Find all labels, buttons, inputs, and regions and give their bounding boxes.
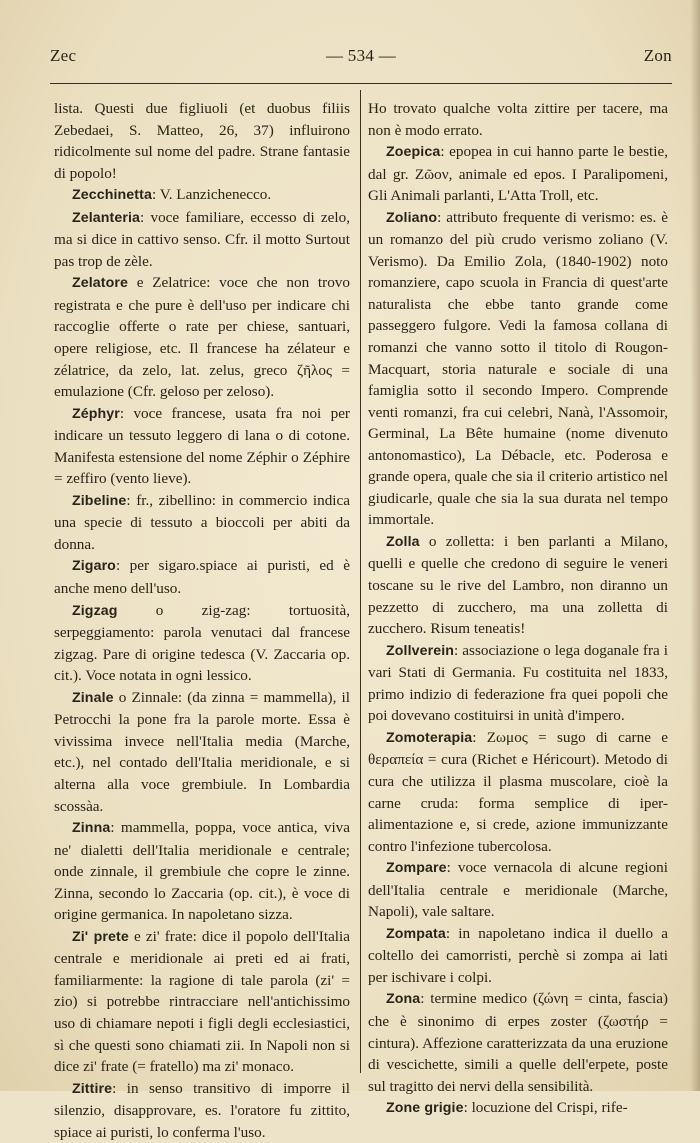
entry-text: o zig-zag: tortuosità, serpeggiamento: parola venutaci dal francese zigzag. Pare di origine tedesca (V. Zaccaria op. cit.). Voce notata in ogni lessico. [54,601,350,685]
entry-headword: Zibeline [72,492,127,509]
entry-text: : V. Lanzichenecco. [151,186,272,204]
dictionary-entry [368,207,668,531]
entry-text: : termine medico (ζώνη = cinta, fascia) che è sinonimo di erpes zoster (ζωστήρ = cintura). Affezione caratterizzata da una eruzione di vescichette, simili a quelle dell'erpete, poste sul tragitto dei nervi della sensibilità. [368,990,668,1095]
dictionary-entry [368,98,668,141]
running-header [50,46,672,70]
entry-headword: Zittire [72,1080,113,1097]
entry-text: Ho trovato qualche volta zittire per tacere, ma non è modo errato. [368,100,668,139]
entry-headword: Zoliano [386,209,438,226]
entry-headword: Zigzag [72,602,118,619]
entry-text: : associazione o lega doganale fra i vari Stati di Germania. Fu costituita nel 1833, primo indizio di federazione fra quei popoli che poi dovevano costituirsi in unità d'impero. [368,641,668,725]
dictionary-entry [368,640,668,727]
page-number: — 534 — [325,46,397,65]
entry-headword: Zoepica [386,144,441,161]
left-column [54,98,350,1143]
dictionary-entry [368,857,668,923]
column-divider [360,90,361,1073]
dictionary-entry [54,490,350,556]
entry-text: : in senso transitivo di imporre il silenzio, disapprovare, es. l'oratore fu zittito, spiace ai puristi, lo conferma l'uso. [54,1079,350,1141]
entry-headword: Zi' prete [72,928,129,945]
dictionary-entry [54,555,350,599]
entry-headword: Zompata [386,925,446,942]
page-edge-shadow [690,0,700,1091]
entry-headword: Zinale [72,689,114,706]
entry-text: : voce francese, usata fra noi per indicare un tessuto leggero di lana o di cotone. Manifesta estensione del nome Zéphir o Zéphire = zeffiro (vento lieve). [54,404,350,488]
dictionary-entry [368,531,668,640]
entry-text: : mammella, poppa, voce antica, viva ne' dialetti dell'Italia meridionale e centrale; onde zinnale, il grembiule che copre le zinne. Zinna, secondo lo Zaccaria (op. cit.), è voce di origine germanica. In napoletano sizza. [54,819,350,924]
entry-headword: Zinna [72,820,111,837]
entry-headword: Zona [386,991,421,1008]
entry-text: : epopea in cui hanno parte le bestie, dal gr. Ζῶον, animale ed epos. I Paralipomeni, Gli Animali parlanti, L'Atta Troll, etc. [368,143,668,205]
entry-headword: Zigaro [72,558,116,575]
dictionary-entry [54,1078,350,1143]
dictionary-entry [368,1097,668,1120]
entry-text: o zolletta: i ben parlanti a Milano, quelli e quelle che credono di seguire le veneri toscane su le rive del Lambro, non diranno un pezzetto di zucchero, ma una zolletta di zucchero. Risum teneatis! [368,532,668,638]
header-left-word: Zec [50,46,77,65]
entry-text: : locuzione del Crispi, rife- [463,1099,628,1117]
entry-text: : fr., zibellino: in commercio indica una specie di tessuto a bioccoli per abiti da donna. [54,491,350,553]
dictionary-entry [54,184,350,207]
entry-text: : voce familiare, eccesso di zelo, ma si dice in cattivo senso. Cfr. il motto Surtout pas trop de zèle. [54,208,350,270]
dictionary-entry [54,817,350,926]
dictionary-entry [54,98,350,184]
entry-headword: Zone grigie [386,1100,464,1117]
dictionary-entry [54,926,350,1078]
dictionary-entry [54,403,350,490]
entry-text: : Ζωμος = sugo di carne e θεραπεία = cura (Richet e Héricourt). Metodo di cura che utilizza il plasma muscolare, cioè la carne cruda: forma semplice di iper-alimentazione e, si crede, azione immunizzante contro l'infezione tubercolosa. [368,728,668,855]
dictionary-entry [368,923,668,989]
entry-headword: Zollverein [386,642,455,659]
entry-text: o Zinnale: (da zinna = mammella), il Petrocchi la pone fra la parole morte. Essa è vivissima invece nell'Italia media (Marche, etc.), nel contado dell'Italia meridionale, e si alterna alla voce grembiule. In Lombardia scossàa. [54,688,350,815]
dictionary-entry [368,141,668,207]
header-right-word: Zon [643,46,672,65]
dictionary-entry [54,207,350,273]
entry-headword: Zéphyr [72,405,120,422]
entry-text: e zi' frate: dice il popolo dell'Italia centrale e meridionale ai preti ed ai frati, familiarmente: la ragione di tale parola (zi' = zio) si potrebbe rintracciare nell'antichissimo uso di chiamare nepoti i figli degli ecclesiastici, sì che questi sono chiamati zii. In Napoli non si dice zi' frate (= fratello) ma zi' monaco. [54,927,350,1076]
entry-headword: Zompare [386,860,447,877]
dictionary-entry [368,988,668,1097]
entry-text: : attributo frequente di verismo: es. è un romanzo del più crudo verismo zoliano (V. Verismo). Da Emilio Zola, (1840-1902) noto romanziere, capo scuola in Francia di quest'arte naturalista che ebbe tanto grande come passeggero fulgore. Vedi la famosa collana di romanzi che vanno sotto il titolo di Rougon-Macquart, storia naturale e sociale di una famiglia sotto il secondo Impero. Comprende venti romanzi, fra cui celebri, Nanà, l'Assomoir, Germinal, La Bête humaine (nome divenuto antonomastico), La Débacle, etc. Poderosa e grande opera, quale che sia il criterio artistico nel giudicarle, quale che sia la sua durata nel tempo immortale. [368,208,668,529]
entry-text: e Zelatrice: voce che non trovo registrata e che pure è dell'uso per indicare chi raccoglie offerte o rate per chiese, santuari, opere religiose, etc. Il francese ha zélateur e zélatrice, da zelo, lat. zelus, greco ζῆλος = emulazione (Cfr. geloso per zeloso). [54,274,350,401]
dictionary-entry [54,600,350,687]
entry-text: : in napoletano indica il duello a coltello dei camorristi, perchè si zompa ai lati per ischivare i colpi. [368,924,668,986]
entry-headword: Zelatore [72,275,128,292]
entry-headword: Zomoterapia [386,729,473,746]
header-rule [50,83,672,84]
dictionary-entry [54,687,350,817]
entry-headword: Zelanteria [72,209,141,226]
entry-text: : voce vernacola di alcune regioni dell'Italia centrale e meridionale (Marche, Napoli), vale saltare. [368,859,668,921]
right-column [368,98,668,1120]
entry-text: lista. Questi due figliuoli (et duobus filiis Zebedaei, S. Matteo, 26, 37) influirono ridicolmente sul nome del padre. Strane fantasie di popolo! [54,100,350,182]
dictionary-entry [54,272,350,402]
dictionary-entry [368,727,668,857]
entry-text: : per sigaro.spiace ai puristi, ed è anche meno dell'uso. [54,557,350,598]
entry-headword: Zecchinetta [72,187,152,204]
entry-headword: Zolla [386,533,420,550]
